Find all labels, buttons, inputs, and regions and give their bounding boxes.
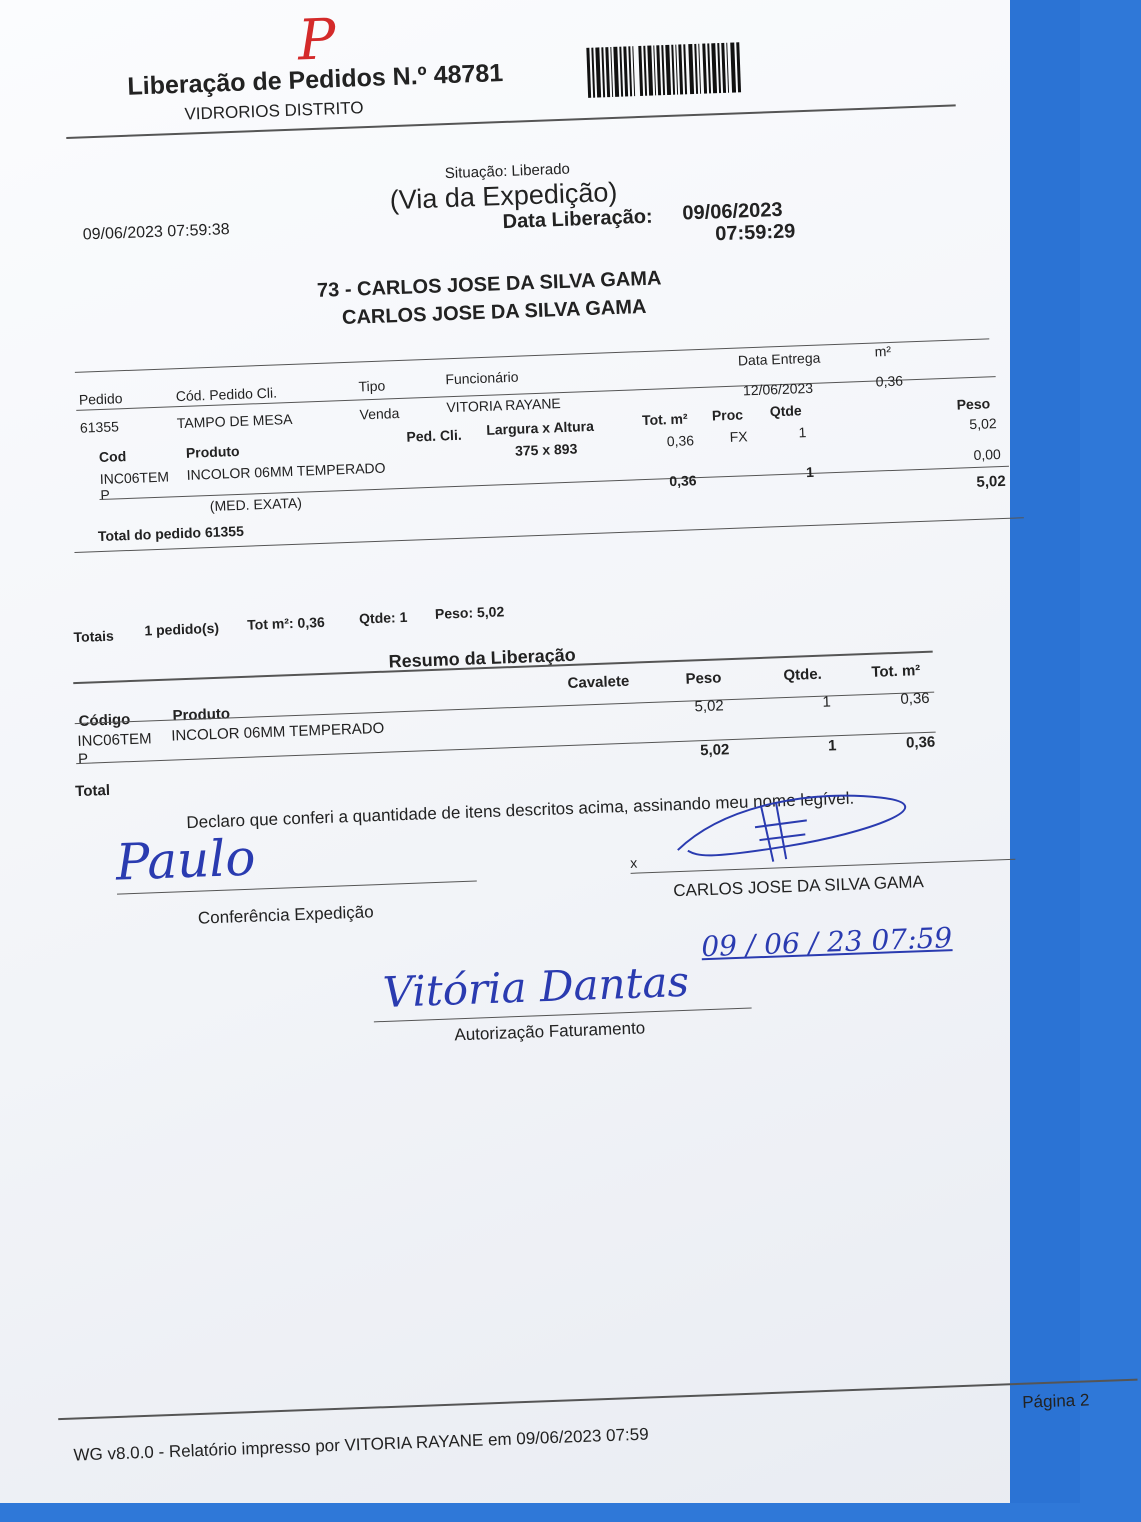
- order-total-label: Total do pedido 61355: [97, 522, 245, 545]
- order-total-peso: 5,02: [976, 472, 1007, 491]
- summary-row-code-line2: P: [77, 750, 89, 769]
- order-delivery-date: 12/06/2023: [742, 379, 814, 399]
- summary-total-m2: 0,36: [905, 733, 936, 752]
- item-dimensions: 375 x 893: [514, 440, 578, 459]
- item-header-qtde: Qtde: [769, 402, 802, 420]
- summary-header-codigo: Código: [78, 711, 131, 730]
- conferencia-label: Conferência Expedição: [197, 902, 374, 928]
- item-proc: FX: [729, 428, 748, 445]
- item-header-dimensions: Largura x Altura: [485, 417, 595, 438]
- document-title: Liberação de Pedidos N.º 48781: [126, 58, 504, 101]
- footer-divider: [58, 1379, 1137, 1421]
- totals-peso: Peso: 5,02: [434, 603, 505, 622]
- col-header-data-entrega: Data Entrega: [737, 349, 821, 369]
- print-datetime: 09/06/2023 07:59:38: [82, 221, 230, 244]
- summary-row-code-line1: INC06TEM: [77, 730, 152, 751]
- via-label: (Via da Expedição): [389, 176, 618, 216]
- conferencia-signature: Paulo: [114, 828, 257, 892]
- item-header-cod: Cod: [98, 448, 127, 466]
- col-header-cod-pedido-cli: Cód. Pedido Cli.: [175, 384, 278, 405]
- order-type: Venda: [359, 405, 400, 423]
- order-client-code: TAMPO DE MESA: [176, 410, 293, 432]
- item-header-produto: Produto: [185, 442, 240, 461]
- client-signature-name: CARLOS JOSE DA SILVA GAMA: [672, 872, 925, 901]
- order-number: 61355: [79, 418, 120, 436]
- summary-row-qtde: 1: [822, 693, 832, 711]
- item-header-tot-m2: Tot. m²: [641, 410, 688, 429]
- summary-total-peso: 5,02: [699, 741, 730, 760]
- order-total-m2: 0,36: [668, 472, 697, 490]
- summary-header-qtde: Qtde.: [783, 665, 823, 685]
- footer-page-number: Página 2: [1021, 1390, 1090, 1412]
- item-tot-m2: 0,36: [666, 432, 695, 450]
- company-name: VIDRORIOS DISTRITO: [184, 98, 364, 124]
- summary-row-peso: 5,02: [694, 697, 725, 716]
- client-name: CARLOS JOSE DA SILVA GAMA: [341, 295, 647, 330]
- autorizacao-label: Autorização Faturamento: [454, 1018, 646, 1045]
- handwritten-mark: P: [296, 7, 337, 74]
- totals-m2: Tot m²: 0,36: [246, 613, 326, 633]
- item-code-line1: INC06TEM: [99, 468, 170, 488]
- col-header-funcionario: Funcionário: [445, 368, 519, 388]
- footer-report-text: WG v8.0.0 - Relatório impresso por VITORIA RAYANE em 09/06/2023 07:59: [73, 1424, 649, 1465]
- item-product: INCOLOR 06MM TEMPERADO: [186, 459, 386, 483]
- order-top-divider: [75, 338, 989, 373]
- declaration-text: Declaro que conferi a quantidade de itens descritos acima, assinando meu nome legível.: [186, 788, 855, 833]
- client-signature: [666, 786, 929, 875]
- col-header-m2: m²: [874, 342, 892, 360]
- totals-pedidos: 1 pedido(s): [144, 619, 220, 639]
- client-signature-mark: x: [629, 854, 638, 871]
- item-qtde: 1: [798, 424, 807, 441]
- totals-qtde: Qtde: 1: [358, 608, 408, 627]
- release-date-label: Data Liberação:: [502, 205, 654, 234]
- order-m2: 0,36: [875, 372, 904, 390]
- item-peso: 0,00: [973, 445, 1002, 463]
- handwritten-datetime: 09 / 06 / 23 07:59: [700, 921, 953, 964]
- col-header-pedido: Pedido: [78, 390, 123, 408]
- item-product-note: (MED. EXATA): [209, 494, 303, 515]
- release-date: 09/06/2023: [682, 198, 783, 225]
- summary-header-tot-m2: Tot. m²: [871, 662, 921, 681]
- situation-text: Situação: Liberado: [444, 160, 571, 183]
- order-total-qtde: 1: [805, 463, 815, 481]
- summary-row-product: INCOLOR 06MM TEMPERADO: [170, 719, 385, 745]
- summary-row-tot-m2: 0,36: [900, 689, 930, 708]
- autorizacao-signature: Vitória Dantas: [381, 956, 690, 1017]
- summary-title: Resumo da Liberação: [388, 644, 576, 672]
- summary-total-qtde: 1: [827, 737, 837, 755]
- item-header-ped-cli: Ped. Cli.: [406, 426, 462, 445]
- release-time: 07:59:29: [714, 220, 796, 246]
- barcode-image: [586, 42, 744, 98]
- summary-total-label: Total: [74, 781, 111, 801]
- summary-header-cavalete: Cavalete: [567, 672, 630, 693]
- summary-header-produto: Produto: [172, 705, 231, 725]
- totals-label: Totais: [73, 627, 115, 646]
- order-employee: VITORIA RAYANE: [446, 395, 562, 416]
- order-peso-value: 5,02: [969, 415, 997, 433]
- summary-header-peso: Peso: [685, 669, 722, 688]
- client-code-name: 73 - CARLOS JOSE DA SILVA GAMA: [316, 267, 662, 302]
- order-peso-label: Peso: [956, 395, 991, 413]
- item-code-line2: P: [100, 486, 111, 504]
- col-header-tipo: Tipo: [358, 377, 386, 395]
- item-header-proc: Proc: [711, 406, 744, 424]
